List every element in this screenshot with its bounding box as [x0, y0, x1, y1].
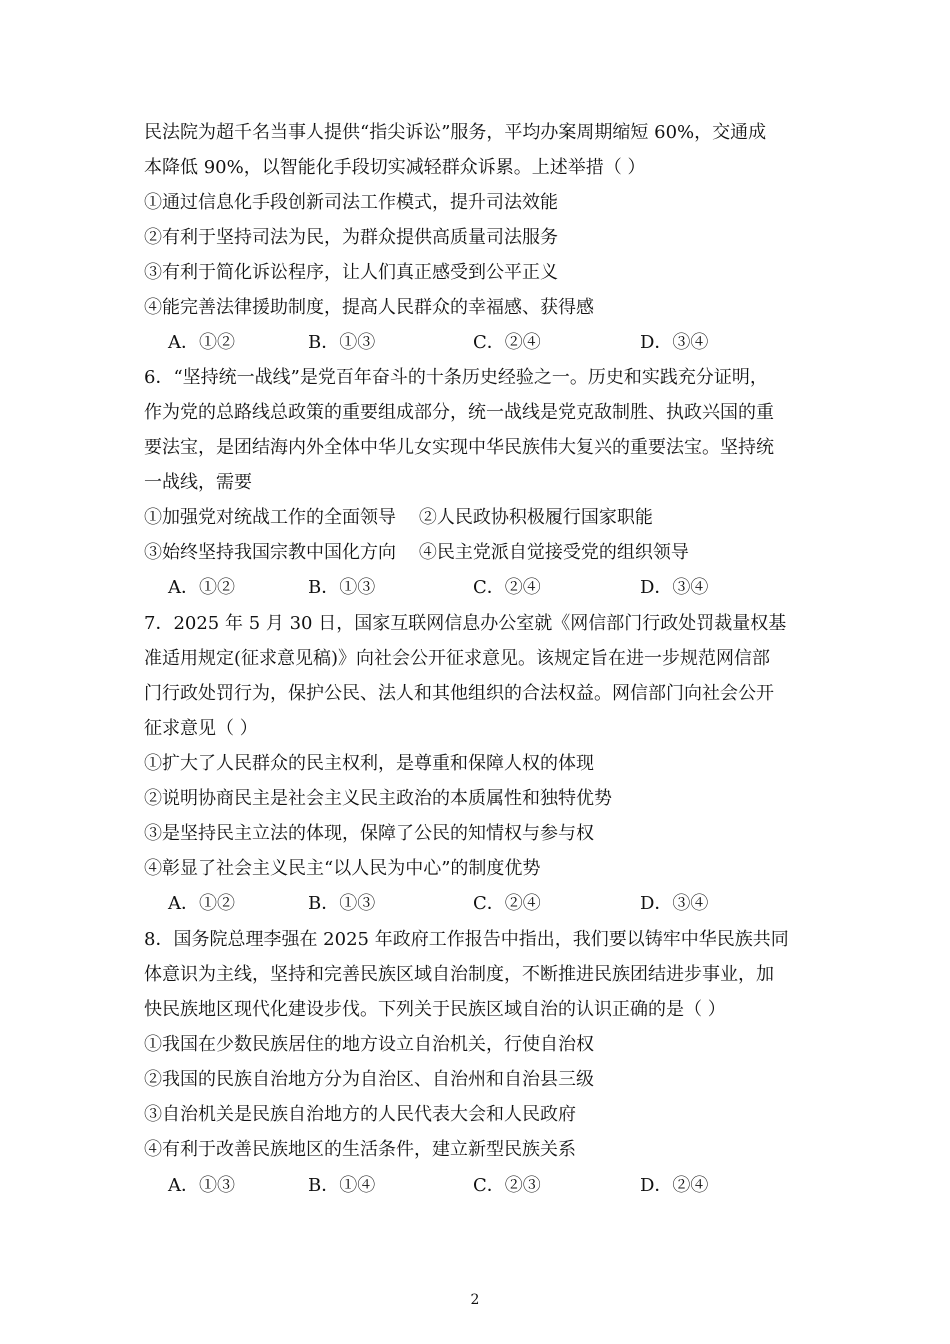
- q7-item-4: ④彰显了社会主义民主“以人民为中心”的制度优势: [144, 858, 541, 879]
- q7-stem-line-2: 准适用规定(征求意见稿)》向社会公开征求意见。该规定旨在进一步规范网信部: [144, 648, 771, 669]
- q8-option-c: C．②③: [473, 1175, 541, 1196]
- q8-item-3: ③自治机关是民族自治地方的人民代表大会和人民政府: [144, 1104, 576, 1125]
- q8-option-d: D．②④: [640, 1175, 709, 1196]
- page-number: 2: [470, 1292, 480, 1308]
- q7-item-1: ①扩大了人民群众的民主权利，是尊重和保障人权的体现: [144, 753, 594, 774]
- q5-option-c: C．②④: [473, 332, 541, 353]
- q5-option-a: A．①②: [168, 332, 235, 353]
- q8-option-b: B．①④: [308, 1175, 376, 1196]
- q7-option-d: D．③④: [640, 893, 709, 914]
- q8-item-4: ④有利于改善民族地区的生活条件，建立新型民族关系: [144, 1139, 576, 1160]
- q6-items-line-2: ③始终坚持我国宗教中国化方向 ④民主党派自觉接受党的组织领导: [144, 542, 689, 563]
- q5-stem-line-1: 民法院为超千名当事人提供“指尖诉讼”服务，平均办案周期缩短 60%，交通成: [144, 122, 767, 143]
- q7-stem-line-1: 7．2025 年 5 月 30 日，国家互联网信息办公室就《网信部门行政处罚裁量权基: [144, 613, 787, 634]
- q8-stem-line-1: 8．国务院总理李强在 2025 年政府工作报告中指出，我们要以铸牢中华民族共同: [144, 929, 789, 950]
- q7-option-c: C．②④: [473, 893, 541, 914]
- q6-option-a: A．①②: [168, 577, 235, 598]
- q7-item-2: ②说明协商民主是社会主义民主政治的本质属性和独特优势: [144, 788, 612, 809]
- q8-item-2: ②我国的民族自治地方分为自治区、自治州和自治县三级: [144, 1069, 594, 1090]
- q5-option-d: D．③④: [640, 332, 709, 353]
- q7-option-b: B．①③: [308, 893, 376, 914]
- q5-option-b: B．①③: [308, 332, 376, 353]
- q6-stem-line-3: 要法宝，是团结海内外全体中华儿女实现中华民族伟大复兴的重要法宝。坚持统: [144, 437, 774, 458]
- q5-item-2: ②有利于坚持司法为民，为群众提供高质量司法服务: [144, 227, 558, 248]
- q7-item-3: ③是坚持民主立法的体现，保障了公民的知情权与参与权: [144, 823, 594, 844]
- q6-items-line-1: ①加强党对统战工作的全面领导 ②人民政协积极履行国家职能: [144, 507, 653, 528]
- q5-stem-line-2: 本降低 90%，以智能化手段切实减轻群众诉累。上述举措（ ）: [144, 157, 646, 178]
- q7-stem-line-3: 门行政处罚行为，保护公民、法人和其他组织的合法权益。网信部门向社会公开: [144, 683, 774, 704]
- q6-stem-line-4: 一战线，需要: [144, 472, 252, 493]
- q6-stem-line-1: 6．“坚持统一战线”是党百年奋斗的十条历史经验之一。历史和实践充分证明，: [144, 367, 768, 388]
- q8-item-1: ①我国在少数民族居住的地方设立自治机关，行使自治权: [144, 1034, 594, 1055]
- q7-option-a: A．①②: [168, 893, 235, 914]
- q6-option-b: B．①③: [308, 577, 376, 598]
- q5-item-3: ③有利于简化诉讼程序，让人们真正感受到公平正义: [144, 262, 558, 283]
- q8-stem-line-2: 体意识为主线，坚持和完善民族区域自治制度，不断推进民族团结进步事业，加: [144, 964, 774, 985]
- q7-stem-line-4: 征求意见（ ）: [144, 718, 258, 739]
- q8-stem-line-3: 快民族地区现代化建设步伐。下列关于民族区域自治的认识正确的是（ ）: [144, 999, 726, 1020]
- q5-item-4: ④能完善法律援助制度，提高人民群众的幸福感、获得感: [144, 297, 594, 318]
- q6-option-d: D．③④: [640, 577, 709, 598]
- q6-stem-line-2: 作为党的总路线总政策的重要组成部分，统一战线是党克敌制胜、执政兴国的重: [144, 402, 774, 423]
- q8-option-a: A．①③: [168, 1175, 235, 1196]
- q6-option-c: C．②④: [473, 577, 541, 598]
- q5-item-1: ①通过信息化手段创新司法工作模式，提升司法效能: [144, 192, 558, 213]
